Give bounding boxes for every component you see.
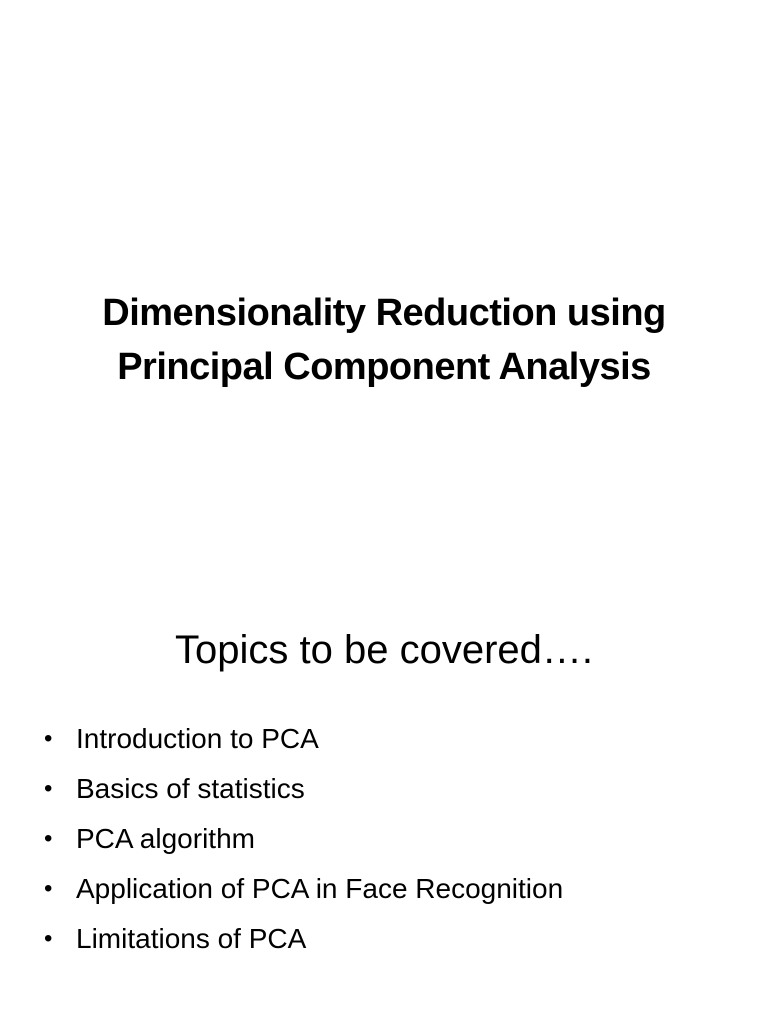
list-item xyxy=(40,864,563,914)
title-line-2: Principal Component Analysis xyxy=(117,346,651,388)
bullet-icon: • xyxy=(44,775,53,802)
list-item xyxy=(40,764,563,814)
list-item-text: Application of PCA in Face Recognition xyxy=(76,873,564,904)
list-item-text: PCA algorithm xyxy=(76,823,255,854)
topics-list xyxy=(40,714,563,964)
bullet-icon: • xyxy=(44,825,53,852)
list-item xyxy=(40,814,563,864)
list-item xyxy=(40,714,563,764)
bullet-icon: • xyxy=(44,725,53,752)
list-item-text: Introduction to PCA xyxy=(76,723,319,754)
slide-title xyxy=(0,286,768,394)
title-line-1: Dimensionality Reduction using xyxy=(102,292,666,334)
list-item-text: Basics of statistics xyxy=(76,773,305,804)
list-item xyxy=(40,914,563,964)
bullet-icon: • xyxy=(44,925,53,952)
list-item-text: Limitations of PCA xyxy=(76,923,307,954)
topics-heading: Topics to be covered…. xyxy=(175,628,593,672)
bullet-icon: • xyxy=(44,875,53,902)
